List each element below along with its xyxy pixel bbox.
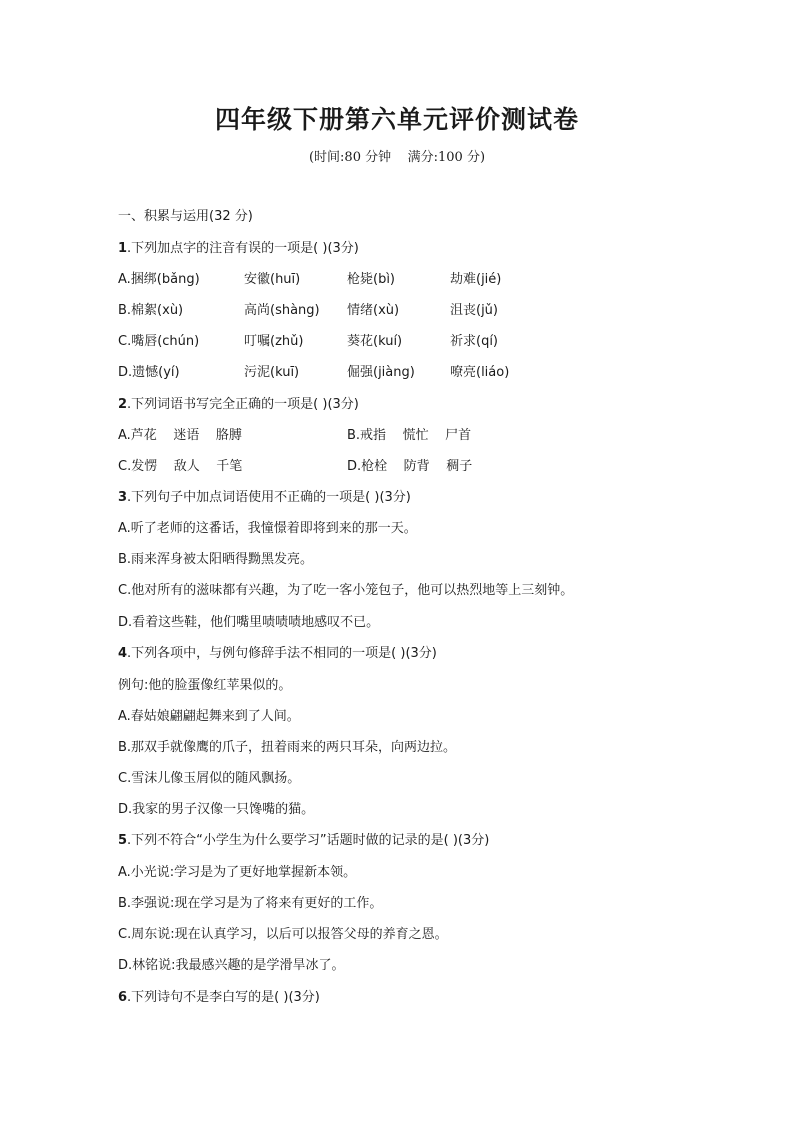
question-number: 2 bbox=[118, 397, 128, 412]
question-5 bbox=[118, 832, 489, 850]
option-b: B.那双手就像鹰的爪子，扭着雨来的两只耳朵，向两边拉。 bbox=[118, 740, 457, 755]
option-a: A.春姑娘翩翩起舞来到了人间。 bbox=[118, 709, 300, 724]
question-number: 1 bbox=[118, 241, 128, 256]
option-cell: 枪毙(bì) bbox=[347, 272, 396, 287]
option-cell: C.发愣 敌人 千笔 bbox=[118, 459, 243, 474]
option-cell: 嘹亮(liáo) bbox=[450, 365, 510, 380]
example-sentence: 例句:他的脸蛋像红苹果似的。 bbox=[118, 678, 292, 693]
option-cell: 安徽(huī) bbox=[244, 272, 301, 287]
option-cell: B.戒指 慌忙 尸首 bbox=[347, 428, 472, 443]
option-cell: 高尚(shàng) bbox=[244, 303, 320, 318]
option-cell: 污泥(kuī) bbox=[244, 365, 300, 380]
option-cell: 沮丧(jǔ) bbox=[450, 303, 498, 318]
question-2 bbox=[118, 396, 359, 414]
option-cell: 劫难(jié) bbox=[450, 272, 502, 287]
option-cell: 葵花(kuí) bbox=[347, 334, 403, 349]
question-number: 4 bbox=[118, 646, 128, 661]
option-cell: A.芦花 迷语 胳膊 bbox=[118, 428, 242, 443]
option-c: C.雪沫儿像玉屑似的随风飘扬。 bbox=[118, 771, 301, 786]
option-cell: 祈求(qí) bbox=[450, 334, 499, 349]
question-number: 3 bbox=[118, 490, 128, 505]
question-stem: .下列加点字的注音有误的一项是( )(3分) bbox=[127, 241, 359, 256]
question-number: 6 bbox=[118, 990, 128, 1005]
question-stem: .下列诗句不是李白写的是( )(3分) bbox=[127, 990, 320, 1005]
option-b: B.雨来浑身被太阳晒得黝黑发亮。 bbox=[118, 552, 314, 567]
option-a: A.小光说:学习是为了更好地掌握新本领。 bbox=[118, 865, 357, 880]
question-stem: .下列不符合“小学生为什么要学习”话题时做的记录的是( )(3分) bbox=[127, 833, 490, 848]
option-cell: B.棉絮(xù) bbox=[118, 303, 184, 318]
exam-info: (时间:80 分钟 满分:100 分) bbox=[308, 150, 486, 165]
option-cell: 倔强(jiàng) bbox=[347, 365, 415, 380]
option-b: B.李强说:现在学习是为了将来有更好的工作。 bbox=[118, 896, 383, 911]
question-number: 5 bbox=[118, 833, 128, 848]
option-d: D.林铭说:我最感兴趣的是学滑旱冰了。 bbox=[118, 958, 345, 973]
question-4 bbox=[118, 645, 437, 663]
option-c: C.周东说:现在认真学习，以后可以报答父母的养育之恩。 bbox=[118, 927, 448, 942]
page-title: 四年级下册第六单元评价测试卷 bbox=[214, 105, 579, 134]
option-cell: D.遗憾(yí) bbox=[118, 365, 180, 380]
option-d: D.看着这些鞋，他们嘴里啧啧啧地感叹不已。 bbox=[118, 615, 380, 630]
question-1 bbox=[118, 240, 359, 258]
option-cell: 叮嘱(zhǔ) bbox=[244, 334, 304, 349]
question-stem: .下列句子中加点词语使用不正确的一项是( )(3分) bbox=[127, 490, 411, 505]
option-d: D.我家的男子汉像一只馋嘴的猫。 bbox=[118, 802, 315, 817]
question-3 bbox=[118, 489, 411, 507]
option-c: C.他对所有的滋味都有兴趣，为了吃一客小笼包子，他可以热烈地等上三刻钟。 bbox=[118, 583, 574, 598]
question-stem: .下列词语书写完全正确的一项是( )(3分) bbox=[127, 397, 359, 412]
option-a: A.听了老师的这番话，我憧憬着即将到来的那一天。 bbox=[118, 521, 417, 536]
question-6 bbox=[118, 989, 320, 1007]
option-cell: A.捆绑(bǎng) bbox=[118, 272, 200, 287]
option-cell: C.嘴唇(chún) bbox=[118, 334, 200, 349]
section-heading: 一、积累与运用(32 分) bbox=[118, 209, 253, 224]
option-cell: D.枪栓 防背 稠子 bbox=[347, 459, 473, 474]
question-stem: .下列各项中，与例句修辞手法不相同的一项是( )(3分) bbox=[127, 646, 437, 661]
option-cell: 情绪(xù) bbox=[347, 303, 400, 318]
